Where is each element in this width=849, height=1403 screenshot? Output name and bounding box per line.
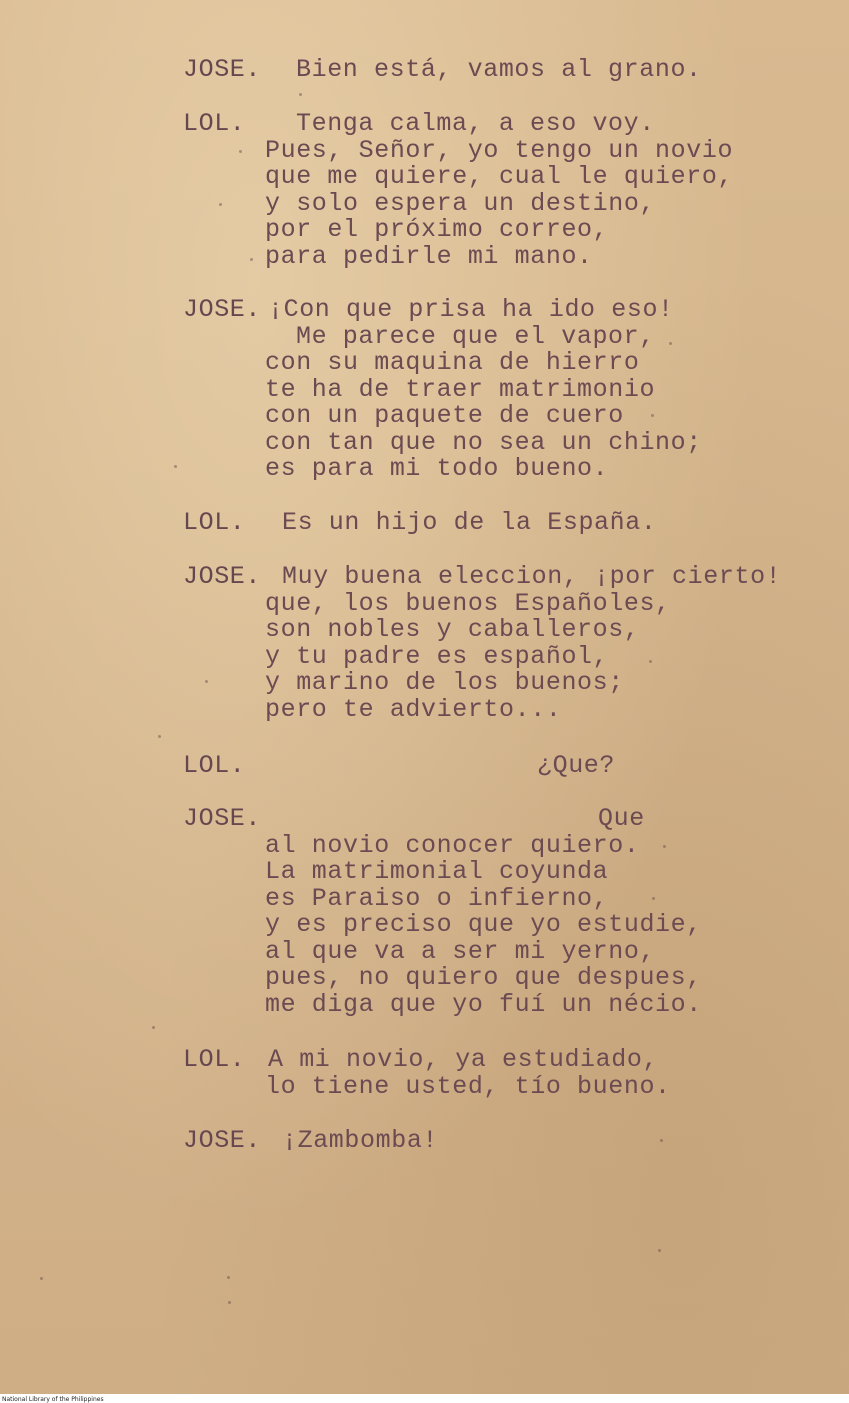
paper-speck <box>158 735 161 738</box>
paper-speck <box>669 342 672 345</box>
verse-line: son nobles y caballeros, <box>265 615 640 644</box>
verse-line: Muy buena eleccion, ¡por cierto! <box>282 562 782 591</box>
verse-line: es Paraiso o infierno, <box>265 883 609 913</box>
paper-speck <box>649 660 652 663</box>
paper-speck <box>239 150 242 153</box>
verse-line: que me quiere, cual le quiero, <box>265 162 734 191</box>
speaker-name: JOSE. <box>183 1126 262 1155</box>
verse-line: con su maquina de hierro <box>265 348 640 377</box>
verse-line: pues, no quiero que despues, <box>265 963 702 992</box>
verse-line: Pues, Señor, yo tengo un novio <box>265 135 734 165</box>
verse-line: Me parece que el vapor, <box>296 321 655 351</box>
verse-line: me diga que yo fuí un nécio. <box>265 989 702 1019</box>
paper-speck <box>174 465 177 468</box>
verse-line: Es un hijo de la España. <box>282 508 657 537</box>
paper-speck <box>652 897 655 900</box>
verse-line: al novio conocer quiero. <box>265 830 640 860</box>
verse-line: es para mi todo bueno. <box>265 454 609 483</box>
verse-line: al que va a ser mi yerno, <box>265 936 656 966</box>
verse-line: que, los buenos Españoles, <box>265 588 671 618</box>
verse-line: con un paquete de cuero <box>265 401 624 430</box>
verse-line: te ha de traer matrimonio <box>265 374 656 404</box>
verse-line: con tan que no sea un chino; <box>265 427 702 457</box>
paper-speck <box>227 1276 230 1279</box>
verse-line: pero te advierto... <box>265 694 562 724</box>
verse-line: y tu padre es español, <box>265 641 609 671</box>
verse-line: Tenga calma, a eso voy. <box>296 109 655 138</box>
paper-speck <box>228 1301 231 1304</box>
paper-speck <box>660 1139 663 1142</box>
verse-line: para pedirle mi mano. <box>265 241 593 271</box>
verse-line: ¿Que? <box>537 751 616 780</box>
verse-line: ¡Zambomba! <box>282 1126 439 1155</box>
verse-line: y solo espera un destino, <box>265 188 656 218</box>
paper-speck <box>40 1277 43 1280</box>
verse-line: por el próximo correo, <box>265 215 609 244</box>
verse-line: Bien está, vamos al grano. <box>296 55 702 84</box>
paper-speck <box>219 203 222 206</box>
speaker-name: LOL. <box>183 508 246 537</box>
speaker-name: LOL. <box>183 109 246 138</box>
speaker-name: JOSE. <box>183 295 262 324</box>
verse-line: ¡Con que prisa ha ido eso! <box>268 295 674 324</box>
paper-speck <box>658 1249 661 1252</box>
verse-line: Que <box>598 804 645 833</box>
verse-line: lo tiene usted, tío bueno. <box>265 1071 671 1101</box>
speaker-name: JOSE. <box>183 804 262 833</box>
paper-speck <box>299 93 302 96</box>
speaker-name: JOSE. <box>183 55 262 84</box>
speaker-name: JOSE. <box>183 562 262 591</box>
speaker-name: LOL. <box>183 1045 246 1074</box>
verse-line: y es preciso que yo estudie, <box>265 910 702 939</box>
verse-line: y marino de los buenos; <box>265 668 624 697</box>
verse-line: La matrimonial coyunda <box>265 857 609 886</box>
library-credit: National Library of the Philippines <box>2 1396 104 1403</box>
paper-speck <box>250 258 253 261</box>
paper-speck <box>663 845 666 848</box>
paper-speck <box>152 1026 155 1029</box>
paper-speck <box>651 414 654 417</box>
paper-speck <box>205 680 208 683</box>
verse-line: A mi novio, ya estudiado, <box>268 1045 659 1074</box>
speaker-name: LOL. <box>183 751 246 780</box>
